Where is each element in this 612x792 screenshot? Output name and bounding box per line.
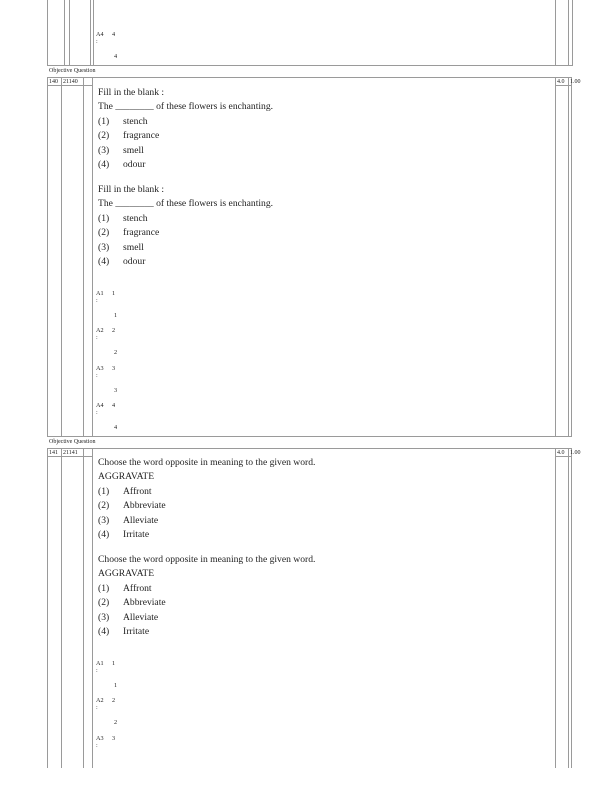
question-serial: 140 [49, 79, 58, 85]
option-3: (3) smell [98, 144, 144, 156]
negative-marks: 1.00 [570, 450, 581, 456]
question-text-version-1 [98, 86, 273, 172]
answer-text: 4 [114, 53, 118, 60]
question-line: The ________ of these flowers is enchanting. [98, 101, 274, 113]
answer-value: 4 [112, 31, 116, 38]
section-label: Objective Question [49, 439, 96, 445]
answer-row-a1: A1 1 : [96, 290, 116, 304]
option-3: (3) smell [98, 241, 144, 253]
answer-row-a3: A3 3 : [96, 365, 116, 379]
question-line: Fill in the blank : [98, 184, 165, 195]
question-marks: 4.0 [557, 450, 565, 456]
option-4: (4) odour [98, 255, 146, 267]
answer-row-a2: A2 2 : [96, 697, 116, 711]
option-4: (4) Irritate [98, 528, 150, 540]
answer-row-a1: A1 1 : [96, 660, 116, 674]
answer-text: 4 [114, 424, 118, 431]
option-2: (2) fragrance [98, 130, 160, 142]
question-line: AGGRAVATE [98, 568, 155, 580]
question-id: 21141 [63, 450, 78, 456]
answer-colon: : [96, 38, 98, 45]
option-1: (1) Affront [98, 582, 152, 594]
question-text-version-1 [98, 456, 315, 542]
option-1: (1) stench [98, 115, 148, 127]
question-text-version-2 [98, 553, 315, 639]
section-label: Objective Question [49, 68, 96, 74]
question-line: Choose the word opposite in meaning to the given word. [98, 554, 316, 565]
question-serial: 141 [49, 450, 58, 456]
option-1: (1) Affront [98, 485, 152, 497]
option-4: (4) Irritate [98, 625, 150, 637]
answer-row-a4 [96, 31, 115, 45]
option-3: (3) Alleviate [98, 514, 159, 526]
answer-text: 2 [114, 719, 118, 726]
question-id: 21140 [63, 79, 78, 85]
option-2: (2) Abbreviate [98, 500, 166, 512]
option-1: (1) stench [98, 212, 148, 224]
option-4: (4) odour [98, 158, 146, 170]
option-2: (2) fragrance [98, 227, 160, 239]
question-line: Choose the word opposite in meaning to the given word. [98, 457, 316, 468]
answer-text: 1 [114, 312, 118, 319]
question-text-version-2 [98, 183, 273, 269]
question-marks: 4.0 [557, 79, 565, 85]
answer-label: A4 [96, 31, 104, 38]
option-2: (2) Abbreviate [98, 597, 166, 609]
answer-text: 3 [114, 387, 118, 394]
question-line: Fill in the blank : [98, 87, 165, 98]
negative-marks: 1.00 [570, 79, 581, 85]
answer-text: 1 [114, 682, 118, 689]
answer-text: 2 [114, 349, 118, 356]
question-line: The ________ of these flowers is enchanting. [98, 198, 274, 210]
option-3: (3) Alleviate [98, 611, 159, 623]
answer-row-a2: A2 2 : [96, 327, 116, 341]
answer-row-a4: A4 4 : [96, 402, 116, 416]
answer-row-a3: A3 3 : [96, 735, 116, 749]
question-line: AGGRAVATE [98, 471, 155, 483]
